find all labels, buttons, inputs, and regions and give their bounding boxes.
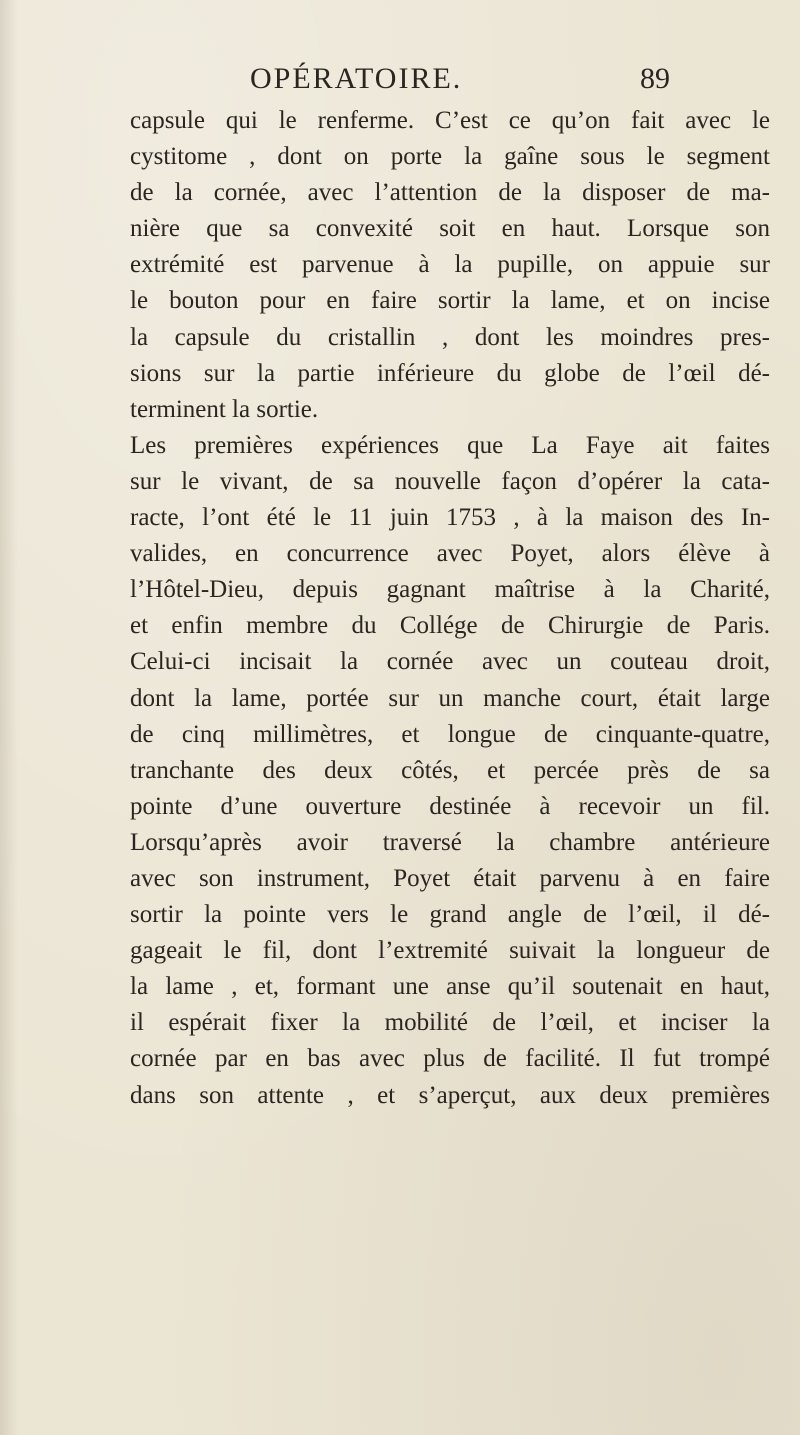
text-line: tranchante des deux côtés, et percée près de sa <box>130 756 770 784</box>
text-line: Les premières expériences que La Faye ait faites <box>130 431 770 459</box>
text-line: terminent la sortie. <box>130 395 319 423</box>
text-line: sortir la pointe vers le grand angle de l’œil, il dé- <box>130 901 770 929</box>
text-line: la capsule du cristallin , dont les moindres pres- <box>130 323 770 351</box>
text-line: l’Hôtel-Dieu, depuis gagnant maîtrise à la Charité, <box>130 576 770 604</box>
text-line: avec son instrument, Poyet était parvenu à en faire <box>130 864 770 892</box>
text-line: dans son attente , et s’aperçut, aux deux premières <box>130 1081 770 1109</box>
text-line: de cinq millimètres, et longue de cinquante-quatre, <box>130 720 770 748</box>
text-line: dont la lame, portée sur un manche court, était large <box>130 684 770 712</box>
text-line: cornée par en bas avec plus de facilité. Il fut trompé <box>130 1045 770 1073</box>
text-line: le bouton pour en faire sortir la lame, et on incise <box>130 287 770 315</box>
text-line: Celui-ci incisait la cornée avec un couteau droit, <box>130 648 770 676</box>
running-head: OPÉRATOIRE. <box>250 62 463 95</box>
text-line: cystitome , dont on porte la gaîne sous le segment <box>130 143 770 171</box>
text-line: sur le vivant, de sa nouvelle façon d’opérer la cata- <box>130 467 770 495</box>
text-line: et enfin membre du Collége de Chirurgie de Paris. <box>130 612 770 640</box>
text-line: racte, l’ont été le 11 juin 1753 , à la maison des In- <box>130 504 770 532</box>
page-gutter-shadow <box>0 0 18 1435</box>
text-line: Lorsqu’après avoir traversé la chambre antérieure <box>130 828 770 856</box>
text-line: capsule qui le renferme. C’est ce qu’on fait avec le <box>130 107 770 134</box>
text-line: il espérait fixer la mobilité de l’œil, et inciser la <box>130 1009 770 1037</box>
text-line: gageait le fil, dont l’extremité suivait la longueur de <box>130 937 770 965</box>
text-line: valides, en concurrence avec Poyet, alors élève à <box>130 540 770 568</box>
text-line: extrémité est parvenue à la pupille, on appuie sur <box>130 251 770 279</box>
page-number: 89 <box>640 62 670 95</box>
text-line: pointe d’une ouverture destinée à recevoir un fil. <box>130 792 770 820</box>
text-line: nière que sa convexité soit en haut. Lorsque son <box>130 215 770 243</box>
text-line: sions sur la partie inférieure du globe de l’œil dé- <box>130 359 770 387</box>
body-text <box>130 103 770 1114</box>
text-line: de la cornée, avec l’attention de la disposer de ma- <box>130 179 770 207</box>
text-line: la lame , et, formant une anse qu’il soutenait en haut, <box>130 973 770 1001</box>
page-header <box>0 62 800 102</box>
